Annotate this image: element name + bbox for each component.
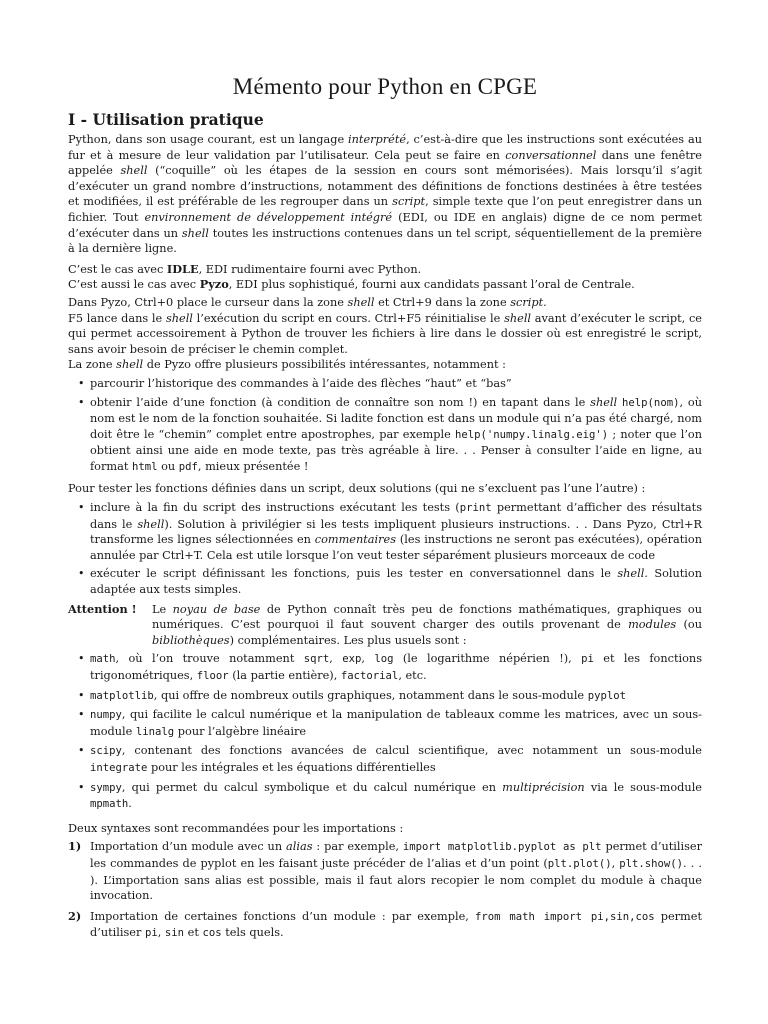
bullet-icon: • — [78, 744, 85, 758]
ctrl-line: Dans Pyzo, Ctrl+0 place le curseur dans la zone shell et Ctrl+9 dans la zone script. — [68, 295, 547, 309]
f5-paragraph: F5 lance dans le shell l’exécution du script en cours. Ctrl+F5 réinitialise le shell avant d’exécuter le script, ce qui permet accessoirement à Python de trouver les fichiers à lire dans le dossier où est enregistré le script, sans avoir besoin de préciser le chemin complet. — [68, 311, 702, 356]
list-item: • obtenir l’aide d’une fonction (à condition de connaître son nom !) en tapant dans le shell help(nom), où nom est le nom de la fonction souhaitée. Si ladite fonction est dans un module qui n’a pas été chargé, nom doit être le “chemin” complet entre apostrophes, par exemple help('numpy.linalg.eig') ; noter que l’on obtient ainsi une aide en mode texte, pas très agréable à lire. . . Penser à consulter l’aide en ligne, au format html ou pdf, mieux présentée ! — [78, 395, 702, 473]
attention-block — [68, 602, 702, 649]
zone-list — [68, 376, 702, 476]
section-heading: I - Utilisation pratique — [68, 110, 264, 129]
item-number: 1) — [68, 839, 82, 854]
bullet-icon: • — [78, 708, 85, 722]
item-number: 2) — [68, 908, 82, 923]
modules-list — [68, 651, 702, 812]
idle-line: C’est le cas avec IDLE, EDI rudimentaire fourni avec Python. — [68, 261, 422, 276]
list-item: • math, où l’on trouve notamment sqrt, exp, log (le logarithme népérien !), pi et les fonctions trigonométriques, floor (la partie entière), factorial, etc. — [78, 652, 702, 682]
bullet-icon: • — [78, 688, 85, 702]
bullet-icon: • — [78, 780, 85, 794]
list-item: 2) Importation de certaines fonctions d’un module : par exemple, from math import pi,sin,cos permet d’utiliser pi, sin et cos tels quels. — [68, 908, 702, 940]
list-item: • scipy, contenant des fonctions avancées de calcul scientifique, avec notamment un sous-module integrate pour les intégrales et les équations différentielles — [78, 744, 702, 774]
list-item: • inclure à la fin du script des instructions exécutant les tests (print permettant d’afficher des résultats dans le shell). Solution à privilégier si les tests impliquent plusieurs instructions. . . Dans Pyzo, Ctrl+R transforme les lignes sélectionnées en commentaires (les instructions ne seront pas exécutées), opération annulée par Ctrl+T. Cela est utile lorsque l’on veut tester séparément plusieurs morceaux de code — [78, 501, 702, 562]
list-item: • exécuter le script définissant les fonctions, puis les tester en conversationnel dans le shell. Solution adaptée aux tests simples. — [78, 567, 702, 597]
bullet-icon: • — [78, 395, 85, 409]
page-title: Mémento pour Python en CPGE — [232, 74, 538, 99]
tests-list — [68, 500, 702, 598]
bullet-icon: • — [78, 567, 85, 581]
document-body — [68, 132, 702, 942]
list-item: • numpy, qui facilite le calcul numérique et la manipulation de tableaux comme les matrices, avec un sous-module linalg pour l’algèbre linéaire — [78, 708, 702, 738]
pyzo-line: C’est aussi le cas avec Pyzo, EDI plus sophistiqué, fourni aux candidats passant l’oral de Centrale. — [68, 277, 635, 292]
zone-intro: La zone shell de Pyzo offre plusieurs possibilités intéressantes, notamment : — [68, 358, 506, 372]
intro-paragraph: Python, dans son usage courant, est un langage interprété, c’est-à-dire que les instructions sont exécutées au fur et à mesure de leur validation par l’utilisateur. Cela peut se faire en conversationnel dans une fenêtre appelée shell (“coquille” où les étapes de la session en cours sont mémorisées). Mais lorsqu’il s’agit d’exécuter un grand nombre d’instructions, notamment des définitions de fonctions destinées à être testées et modifiées, il est préférable de les regrouper dans un script, simple texte que l’on peut enregistrer dans un fichier. Tout environnement de développement intégré (EDI, ou IDE en anglais) digne de ce nom permet d’exécuter dans un shell toutes les instructions contenues dans un tel script, séquentiellement de la première à la dernière ligne. — [68, 133, 702, 256]
attention-label: Attention ! — [68, 601, 137, 616]
bullet-icon: • — [78, 652, 85, 666]
bullet-icon: • — [78, 501, 85, 515]
list-item: • parcourir l’historique des commandes à l’aide des flèches “haut” et “bas” — [78, 376, 512, 390]
list-item: • matplotlib, qui offre de nombreux outils graphiques, notamment dans le sous-module pyplot — [78, 688, 626, 702]
list-item: 1) Importation d’un module avec un alias : par exemple, import matplotlib.pyplot as plt permet d’utiliser les commandes de pyplot en les faisant juste précéder de l’alias et d’un point (plt.plot(), plt.show(). . . ). L’importation sans alias est possible, mais il faut alors recopier le nom complet du module à chaque invocation. — [68, 839, 702, 903]
list-item: • sympy, qui permet du calcul symbolique et du calcul numérique en multiprécision via le sous-module mpmath. — [78, 780, 702, 811]
syntaxes-intro: Deux syntaxes sont recommandées pour les importations : — [68, 821, 404, 835]
imports-list — [68, 839, 702, 942]
tests-intro: Pour tester les fonctions définies dans un script, deux solutions (qui ne s’excluent pas l’une l’autre) : — [68, 482, 646, 496]
attention-text: Le noyau de base de Python connaît très peu de fonctions mathématiques, graphiques ou numériques. C’est pourquoi il faut souvent charger des outils provenant de modules (ou bibliothèques) complémentaires. Les plus usuels sont : — [152, 602, 702, 647]
bullet-icon: • — [78, 376, 85, 390]
